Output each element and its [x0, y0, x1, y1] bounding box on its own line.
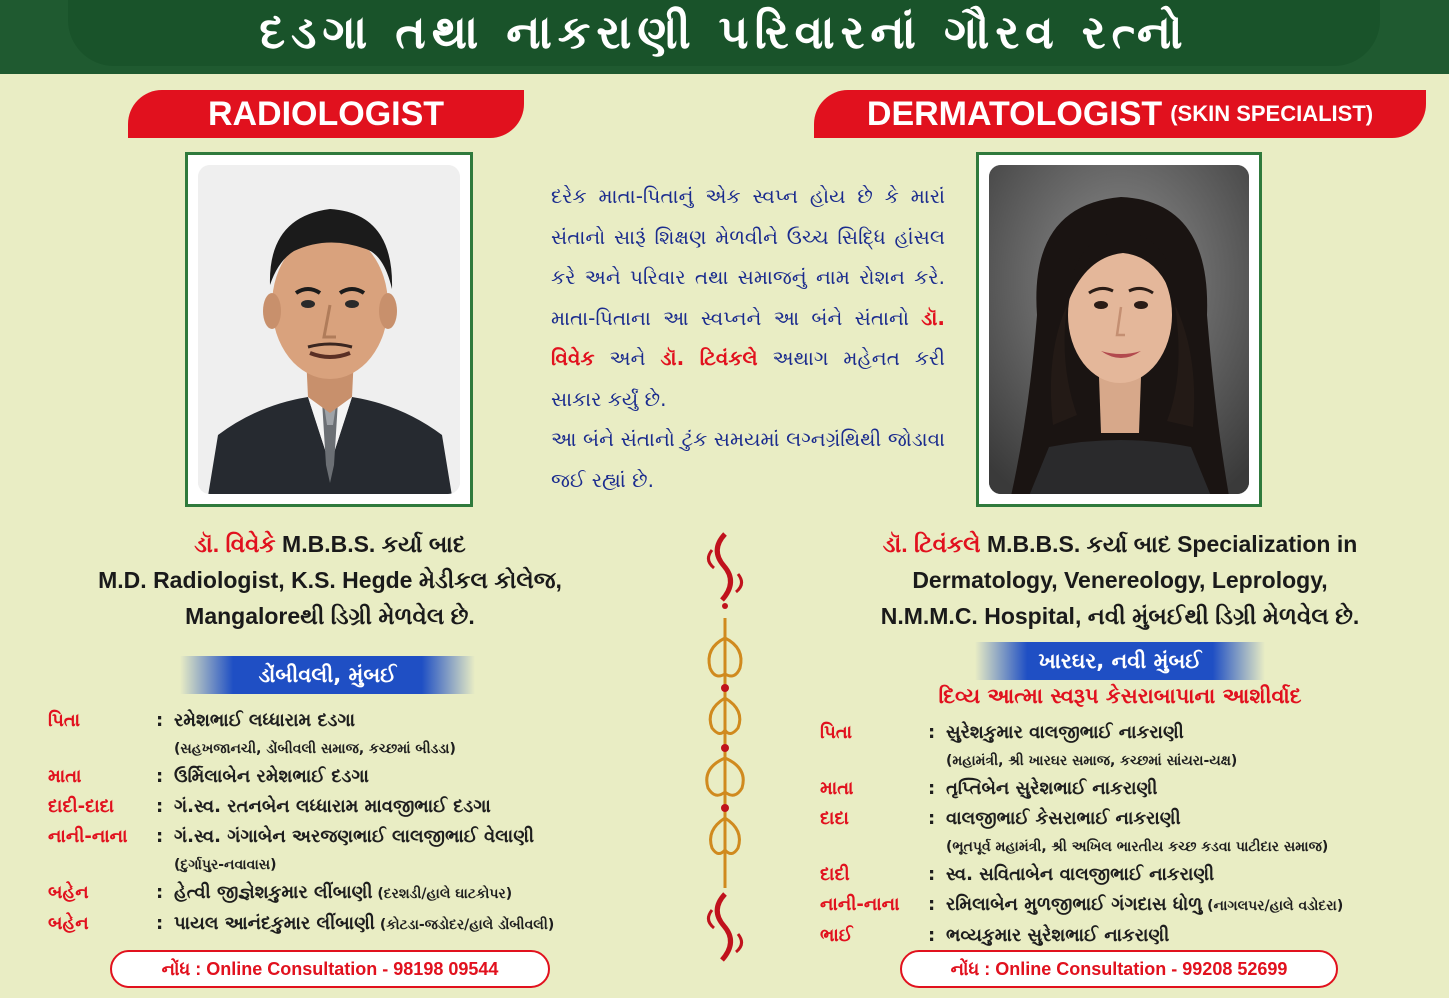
- family-note: (ભૂતપૂર્વ મહામંત્રી, શ્રી અખિલ ભારતીય કચ્છ કડવા પાટીદાર સમાજ): [946, 839, 1329, 855]
- family-value: ગં.સ્વ. ગંગાબેન અરજણભાઈ લાલજીભાઈ વેલાણી: [174, 826, 535, 847]
- role-label-left: RADIOLOGIST: [207, 94, 445, 133]
- family-value: ભવ્યકુમાર સુરેશભાઈ નાકરાણી: [946, 925, 1170, 946]
- family-row: [820, 860, 1430, 890]
- colon: :: [928, 722, 936, 743]
- family-relation: દાદી-દાદા: [48, 796, 115, 817]
- role-label-right: DERMATOLOGIST: [866, 94, 1163, 133]
- man-portrait-image: [198, 165, 460, 494]
- center-paragraph: [505, 176, 945, 500]
- photo-left: [198, 165, 460, 494]
- family-value: વાલજીભાઈ કેસરાભાઈ નાકરાણી: [946, 808, 1181, 829]
- woman-portrait-image: [989, 165, 1249, 494]
- family-note: (સહખજાનચી, ડોંબીવલી સમાજ, કચ્છમાં બીડડા): [174, 741, 456, 757]
- family-row: [820, 921, 1430, 951]
- colon: :: [156, 826, 164, 847]
- photo-frame-right: [976, 152, 1262, 507]
- colon: :: [156, 710, 164, 731]
- role-ribbon-left: [128, 90, 524, 138]
- family-note: (મહામંત્રી, શ્રી ખારઘર સમાજ, કચ્છમાં સાંયરા-યક્ષ): [946, 753, 1238, 769]
- ornament-middle-icon: [700, 618, 750, 888]
- family-value-name: રમિલાબેન મુળજીભાઈ ગંગદાસ ધોળુ: [946, 894, 1203, 915]
- family-relation: દાદા: [820, 808, 849, 829]
- family-value: સુરેશકુમાર વાલજીભાઈ નાકરાણી: [946, 722, 1184, 743]
- family-value: ગં.સ્વ. રતનબેન લધ્ધારામ માવજીભાઈ દડગા: [174, 796, 491, 817]
- colon: :: [928, 808, 936, 829]
- qualification-right-line2: Dermatology, Venereology, Leprology,: [912, 567, 1328, 593]
- family-relation: માતા: [48, 766, 82, 787]
- center-paragraph-1: [505, 176, 945, 419]
- family-value-extra: (નાગલપર/હાલે વડોદરા): [1202, 898, 1344, 914]
- center-name-twinkle: ડૉ. ટિવંકલે: [660, 346, 758, 370]
- qualification-left-name: ડૉ. વિવેકે: [194, 531, 276, 557]
- qualification-right-line3: N.M.M.C. Hospital, નવી મુંબઈથી ડિગ્રી મેળવેલ છે.: [880, 603, 1360, 629]
- family-row: [48, 822, 668, 852]
- ornament-bottom-icon: [702, 890, 748, 970]
- colon: :: [928, 925, 936, 946]
- family-row: [48, 909, 668, 940]
- family-value-extra: (દરશડી/હાલે ઘાટકોપર): [372, 886, 513, 902]
- colon: :: [156, 796, 164, 817]
- location-left: ડોંબીવલી, મુંબઈ: [180, 656, 475, 694]
- family-list-right: [820, 718, 1430, 951]
- qualification-right-line1: [800, 526, 1440, 562]
- center-paragraph-2: આ બંને સંતાનો ટુંક સમયમાં લગ્નગ્રંથિથી જોડાવા જઈ રહ્યાં છે.: [551, 427, 945, 492]
- family-value: [946, 890, 1430, 921]
- qualification-left: [40, 526, 620, 634]
- page-title: દડગા તથા નાકરાણી પરિવારનાં ગૌરવ રત્નો: [68, 0, 1380, 66]
- family-row: [48, 706, 668, 736]
- family-relation: ભાઈ: [820, 925, 853, 946]
- family-row: [820, 890, 1430, 921]
- family-value-name: પાયલ આનંદકુમાર લીંબાણી: [174, 913, 375, 934]
- colon: :: [156, 766, 164, 787]
- location-right: ખારઘર, નવી મુંબઈ: [975, 642, 1265, 680]
- family-row: [48, 792, 668, 822]
- family-row: [820, 774, 1430, 804]
- qualification-left-line1-rest: M.B.B.S. કર્યા બાદ: [275, 531, 466, 557]
- family-relation: બહેન: [48, 913, 89, 934]
- family-value-extra: (કોટડા-જડોદર/હાલે ડોંબીવલી): [374, 917, 555, 933]
- family-row: [48, 762, 668, 792]
- family-relation: નાની-નાના: [820, 894, 900, 915]
- family-relation: પિતા: [820, 722, 853, 743]
- role-ribbon-right: [814, 90, 1426, 138]
- photo-frame-left: [185, 152, 473, 507]
- center-text-part2: અથાગ મહેનત કરી સાકાર કર્યું છે.: [551, 346, 945, 411]
- family-row: [820, 804, 1430, 834]
- colon: :: [156, 913, 164, 934]
- center-text-part: દરેક માતા-પિતાનું એક સ્વપ્ન હોય છે કે મારાં સંતાનો સારૂં શિક્ષણ મેળવીને ઉચ્ચ સિદ્ધિ હાંસલ કરે અને પરિવાર તથા સમાજનું નામ રોશન કરે. માતા-પિતાના આ સ્વપ્નને આ બંને સંતાનો: [551, 184, 945, 330]
- blessing-line: દિવ્ય આત્મા સ્વરૂપ કેસરાબાપાના આશીર્વાદ: [938, 684, 1302, 708]
- consultation-note-left: નોંધ : Online Consultation - 98198 09544: [110, 950, 550, 988]
- colon: :: [928, 894, 936, 915]
- family-value: સ્વ. સવિતાબેન વાલજીભાઈ નાકરાણી: [946, 864, 1215, 885]
- family-relation: નાની-નાના: [48, 826, 128, 847]
- role-sublabel-right: (SKIN SPECIALIST): [1170, 101, 1374, 126]
- family-value: [174, 909, 668, 940]
- ornament-top-icon: [702, 530, 748, 610]
- family-row: [820, 718, 1430, 748]
- qualification-left-line2: M.D. Radiologist, K.S. Hegde મેડીકલ કોલેજ,: [98, 567, 562, 593]
- family-value: ઉર્મિલાબેન રમેશભાઈ દડગા: [174, 766, 369, 787]
- family-value: [174, 878, 668, 909]
- consultation-note-right: નોંધ : Online Consultation - 99208 52699: [900, 950, 1338, 988]
- photo-right: [989, 165, 1249, 494]
- center-name-vivek: ડૉ. વિવેક: [551, 305, 945, 370]
- qualification-left-line1: [40, 526, 620, 562]
- family-value-name: હેત્વી જીજ્ઞેશકુમાર લીંબાણી: [174, 882, 373, 903]
- family-value: તૃપ્તિબેન સુરેશભાઈ નાકરાણી: [946, 778, 1158, 799]
- qualification-right-name: ડૉ. ટિવંકલે: [882, 531, 981, 557]
- family-row: [48, 878, 668, 909]
- family-relation: પિતા: [48, 710, 81, 731]
- qualification-right-line1-rest: M.B.B.S. કર્યા બાદ Specialization in: [980, 531, 1358, 557]
- colon: :: [156, 882, 164, 903]
- family-list-left: [48, 706, 668, 940]
- qualification-left-line3: Mangaloreથી ડિગ્રી મેળવેલ છે.: [185, 603, 475, 629]
- colon: :: [928, 778, 936, 799]
- family-note: (દુર્ગાપુર-નવાવાસ): [174, 857, 277, 873]
- colon: :: [928, 864, 936, 885]
- family-relation: દાદી: [820, 864, 850, 885]
- family-relation: માતા: [820, 778, 854, 799]
- center-text-and: અને: [594, 346, 661, 370]
- family-value: રમેશભાઈ લધ્ધારામ દડગા: [174, 710, 355, 731]
- family-relation: બહેન: [48, 882, 89, 903]
- qualification-right: [800, 526, 1440, 634]
